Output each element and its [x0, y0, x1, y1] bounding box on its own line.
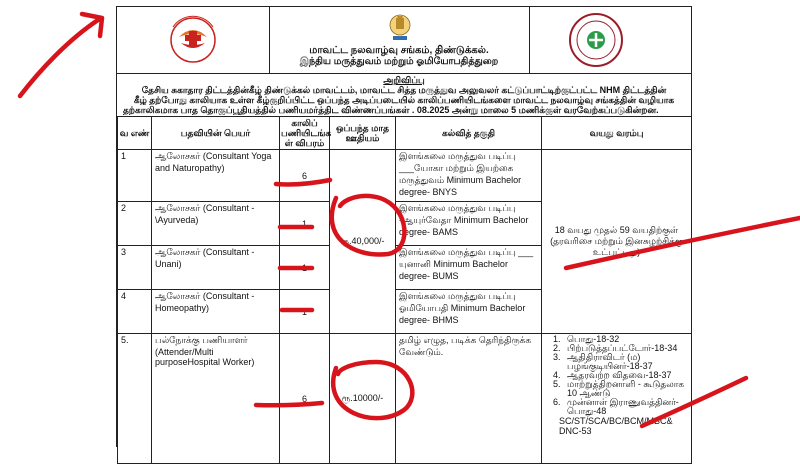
row-sno: 1: [118, 150, 152, 202]
attender-age-limit: [542, 334, 692, 464]
notice-line-1: தேசிய சுகாதார திட்டத்தின்கீழ் திண்டுக்கல் மாவட்டம், மாவட்ட சித்த மருத்துவ அலுவலர் கட்டுப்பாட்டிற்குட்பட்ட NHM திட்டத்தின்: [141, 85, 667, 95]
vacancy-table: [117, 116, 692, 464]
col-header-vacancies: காலிப் பணியிடங்க ள் விபரம்: [281, 118, 332, 148]
row-vacancies: 6: [280, 334, 330, 464]
attender-salary: ரூ.10000/-: [330, 334, 396, 464]
row-post: ஆலோசகர் (Consultant - Homeopathy): [152, 290, 280, 334]
department-seal-icon: [529, 7, 691, 73]
list-item: 5. மாற்றுத்திறனாளி - கூடுதலாக 10 ஆண்டு: [563, 380, 688, 398]
row-sno: 5.: [118, 334, 152, 464]
list-item: 6. முன்னாள் இராணுவத்தினர்- பொது-48: [563, 398, 688, 416]
list-item: 1. பொது-18-32: [563, 335, 688, 344]
row-sno: 3: [118, 246, 152, 290]
list-item: 2. பிற்படுத்தப்பட்டோர்-18-34: [563, 344, 688, 353]
row-qualification: இளங்கலை மருத்துவ படிப்பு ___யோகா மற்றும் இயற்கை மருத்துவம் Minimum Bachelor degree- BNYS: [396, 150, 542, 202]
list-item: 4. ஆதரவற்ற விதவை-18-37: [563, 371, 688, 380]
row-post: பல்நோக்கு பணியாளர் (Attender/Multi purposeHospital Worker): [152, 334, 280, 464]
society-name: மாவட்ட நலவாழ்வு சங்கம், திண்டுக்கல்.: [309, 45, 489, 56]
list-item: 3. ஆதிதிராவிடர் (ம) பழங்குடியினர்-18-37: [563, 353, 688, 371]
col-header-age: வயது வரம்பு: [542, 117, 692, 150]
row-sno: 2: [118, 202, 152, 246]
consultant-age-limit: 18 வயது முதல் 59 வயதிற்குள் (தரவரிசை மற்றும் இனசுழற்சிக்கு உட்பட்டது): [542, 150, 692, 334]
arrow-annotation: [20, 14, 102, 96]
tamil-nadu-emblem-icon: [389, 13, 411, 41]
row-post: ஆலோசகர் (Consultant -\Ayurveda): [152, 202, 280, 246]
row-qualification: தமிழ் எழுத, படிக்க தெரிந்திருக்க வேண்டும்.: [396, 334, 542, 464]
table-row: [118, 334, 692, 464]
notice-line-3: தற்காலிகமாக பாத தொகுப்பூதியத்தில் பணியமர்த்திட விண்ணப்பங்கள் . 08.2025 அன்று மாலை 5 மணிக்குள் வரவேற்கப்படுகின்றன.: [123, 105, 659, 115]
notice-title: அறிவிப்பு: [383, 75, 425, 85]
notice-document: [116, 6, 692, 447]
attender-age-list: [545, 335, 688, 416]
notice-line-2: கீழ் தற்போது காலியாக உள்ள கீழ்குறிப்பிட்ட ஒப்பந்த அடிப்படையில் காலிப்பணியிடங்களை மாவட்ட நலவாழ்வு சங்கத்தின் வழியாக: [133, 95, 675, 105]
table-header-row: [118, 117, 692, 150]
letterhead: [117, 7, 691, 74]
consultant-salary: ரூ.40,000/-: [330, 150, 396, 334]
row-post: ஆலோசகர் (Consultant Yoga and Naturopathy): [152, 150, 280, 202]
nhm-logo: [117, 7, 270, 73]
row-qualification: இளங்கலை மருத்துவ படிப்பு ___ யுனானி Minimum Bachelor degree- BUMS: [396, 246, 542, 290]
row-post: ஆலோசகர் (Consultant - Unani): [152, 246, 280, 290]
row-vacancies: 1: [280, 246, 330, 290]
department-logo: [529, 7, 691, 73]
row-qualification: இளங்கலை மருத்துவ படிப்பு -ஆயுர்வேதா Minimum Bachelor degree- BAMS: [396, 202, 542, 246]
col-header-salary: ஒப்பந்த மாத ஊதியம்: [330, 117, 396, 150]
nhm-logo-icon: [117, 7, 269, 73]
table-row: [118, 150, 692, 202]
row-qualification: இளங்கலை மருத்துவ படிப்பு ஓமியோபதி Minimum Bachelor degree- BHMS: [396, 290, 542, 334]
col-header-qualification: கல்வித் தகுதி: [396, 117, 542, 150]
row-vacancies: 6: [280, 150, 330, 202]
row-vacancies: 1: [280, 202, 330, 246]
row-vacancies: 1: [280, 290, 330, 334]
department-name: இந்திய மருத்துவம் மற்றும் ஓமியோபதித்துறை: [299, 56, 499, 67]
letterhead-center: [269, 7, 530, 73]
col-header-sno: வ எண்: [118, 117, 152, 150]
col-header-post: பதவியின் பெயர்: [152, 117, 280, 150]
row-sno: 4: [118, 290, 152, 334]
attender-age-extra: SC/ST/SCA/BC/BCM/MBC& DNC-53: [559, 416, 673, 436]
